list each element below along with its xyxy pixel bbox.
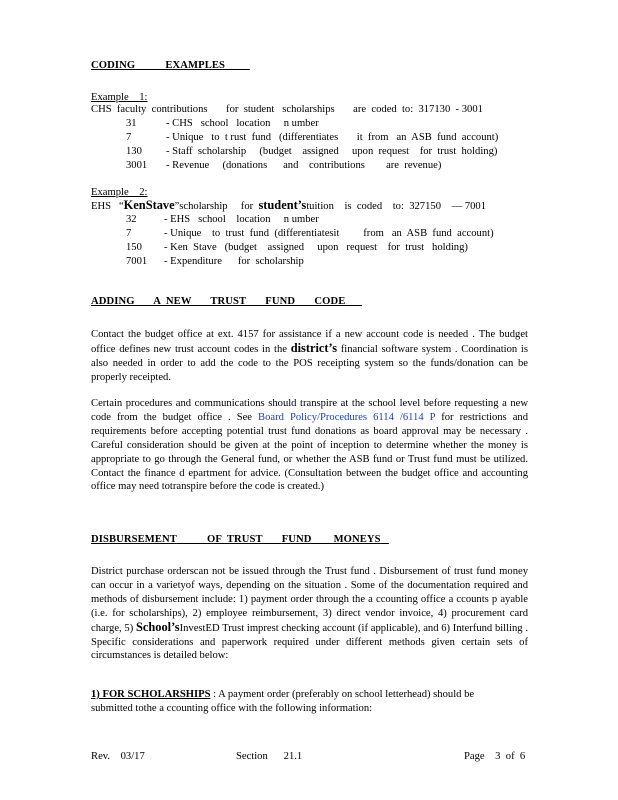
footer-section: Section 21.1 <box>236 751 303 762</box>
example2-intro: EHS “KenStave”scholarship for student’stuition is coded to: 327150 — 7001 <box>91 198 487 212</box>
document-page: CODING EXAMPLES Example 1: CHS faculty contributions for student scholarships are coded to: 317130 - 3001 31 - CHS school location n umber 7 - Unique to t rust fund (differentiates it from an ASB fund account) 130 - Staff scholarship (budget assigned upon request for trust holding) 3001 - Revenue (donations and contributions are revenue) Example 2: EHS “KenStave”scholarship for student’stuition is coded to: 327150 — 7001 32 - EHS school location n umber 7 - Unique to trust fund (differentiatesit from an ASB fund account) 150 - Ken Stave (budget assigned upon request for trust holding) 7001 - Expenditure for scholarship ADDING A NEW TRUST FUND CODE Contact the budget office at ext. 4157 for assistance if a new account code is needed . The budget office defines new trust account codes in the district’s financial software system . Coordination is also needed in order to add the code to the POS receipting system so the funds/donation can be properly receipted. Certain procedures and communications should transpire at the school level before requesting a new code from the budget office . See Board Policy/Procedures 6114 /6114 P for restrictions and requirements before accepting potential trust fund donations as board approval may be necessary . Careful consideration should be given at the point of inception to determine whether the money is appropriate to go through the General fund, or whether the ASB fund or Trust fund must be utilized. Contact the finance d epartment for advice. (Consultation between the budget office and accounting office may need totranspire before the code is created.) DISBURSEMENT OF TRUST FUND MONEYS District purchase orderscan not be issued through the Trust fund . Disbursement of trust fund money can occur in a varietyof ways, depending on the situation . Some of the documentation required and methods of disbursement include: 1) payment order through the a ccounting office a ccounts p ayable (i.e. for scholarships), 2) employee reimbursement, 3) direct vendor invoice, 4) procurement card charge, 5) School’sInvestED Trust imprest checking account (if applicable), and 6) Interfund billing . Specific considerations and paperwork required under different methods given certain sets of circumstances is detailed below: 1) FOR SCHOLARSHIPS : A payment order (preferably on school letterhead) should be submitted tothe a ccounting office with the following information: Rev. 03/17 Section 21.1 Page 3 of 6 <box>91 60 529 762</box>
example1-intro: CHS faculty contributions for student scholarships are coded to: 317130 - 3001 <box>91 104 483 115</box>
adding-fund-heading: ADDING A NEW TRUST FUND CODE <box>91 296 346 307</box>
board-policy-link[interactable]: Board Policy/Procedures 6114 /6114 P <box>258 411 436 423</box>
disbursement-paragraph: District purchase orderscan not be issued through the Trust fund . Disbursement of trust fund money can occur in a varietyof ways, depending on the situation . Some of the documentation required and methods of disbursement include: 1) payment order through the a ccounting office a ccounts p ayable (i.e. for scholarships), 2) employee reimbursement, 3) direct vendor invoice, 4) procurement card charge, 5) School’sInvestED Trust imprest checking account (if applicable), and 6) Interfund billing . Specific considerations and paperwork required under different methods given certain sets of circumstances is detailed below: <box>91 566 528 662</box>
example1-label: Example 1: <box>91 92 148 103</box>
example2-label: Example 2: <box>91 187 148 198</box>
adding-fund-paragraph-1: Contact the budget office at ext. 4157 for assistance if a new account code is needed . The budget office defines new trust account codes in the district’s financial software system . Coordination is also needed in order to add the code to the POS receipting system so the funds/donation can be properly receipted. <box>91 329 528 383</box>
scholarships-item: 1) FOR SCHOLARSHIPS : A payment order (preferably on school letterhead) should be submitted tothe a ccounting office with the following information: <box>91 689 475 714</box>
disbursement-heading: DISBURSEMENT OF TRUST FUND MONEYS <box>91 534 381 545</box>
examples-word: EXAMPLES <box>165 60 226 71</box>
coding-examples-heading <box>91 60 250 71</box>
adding-fund-paragraph-2: Certain procedures and communications should transpire at the school level before requesting a new code from the budget office . See Board Policy/Procedures 6114 /6114 P for restrictions and requirements before accepting potential trust fund donations as board approval may be necessary . Careful consideration should be given at the point of inception to determine whether the money is appropriate to go through the General fund, or whether the ASB fund or Trust fund must be utilized. Contact the finance d epartment for advice. (Consultation between the budget office and accounting office may need totranspire before the code is created.) <box>91 398 529 493</box>
footer-page-number: Page 3 of 6 <box>464 751 526 762</box>
coding-word: CODING <box>91 60 136 71</box>
footer-revision: Rev. 03/17 <box>91 751 145 762</box>
